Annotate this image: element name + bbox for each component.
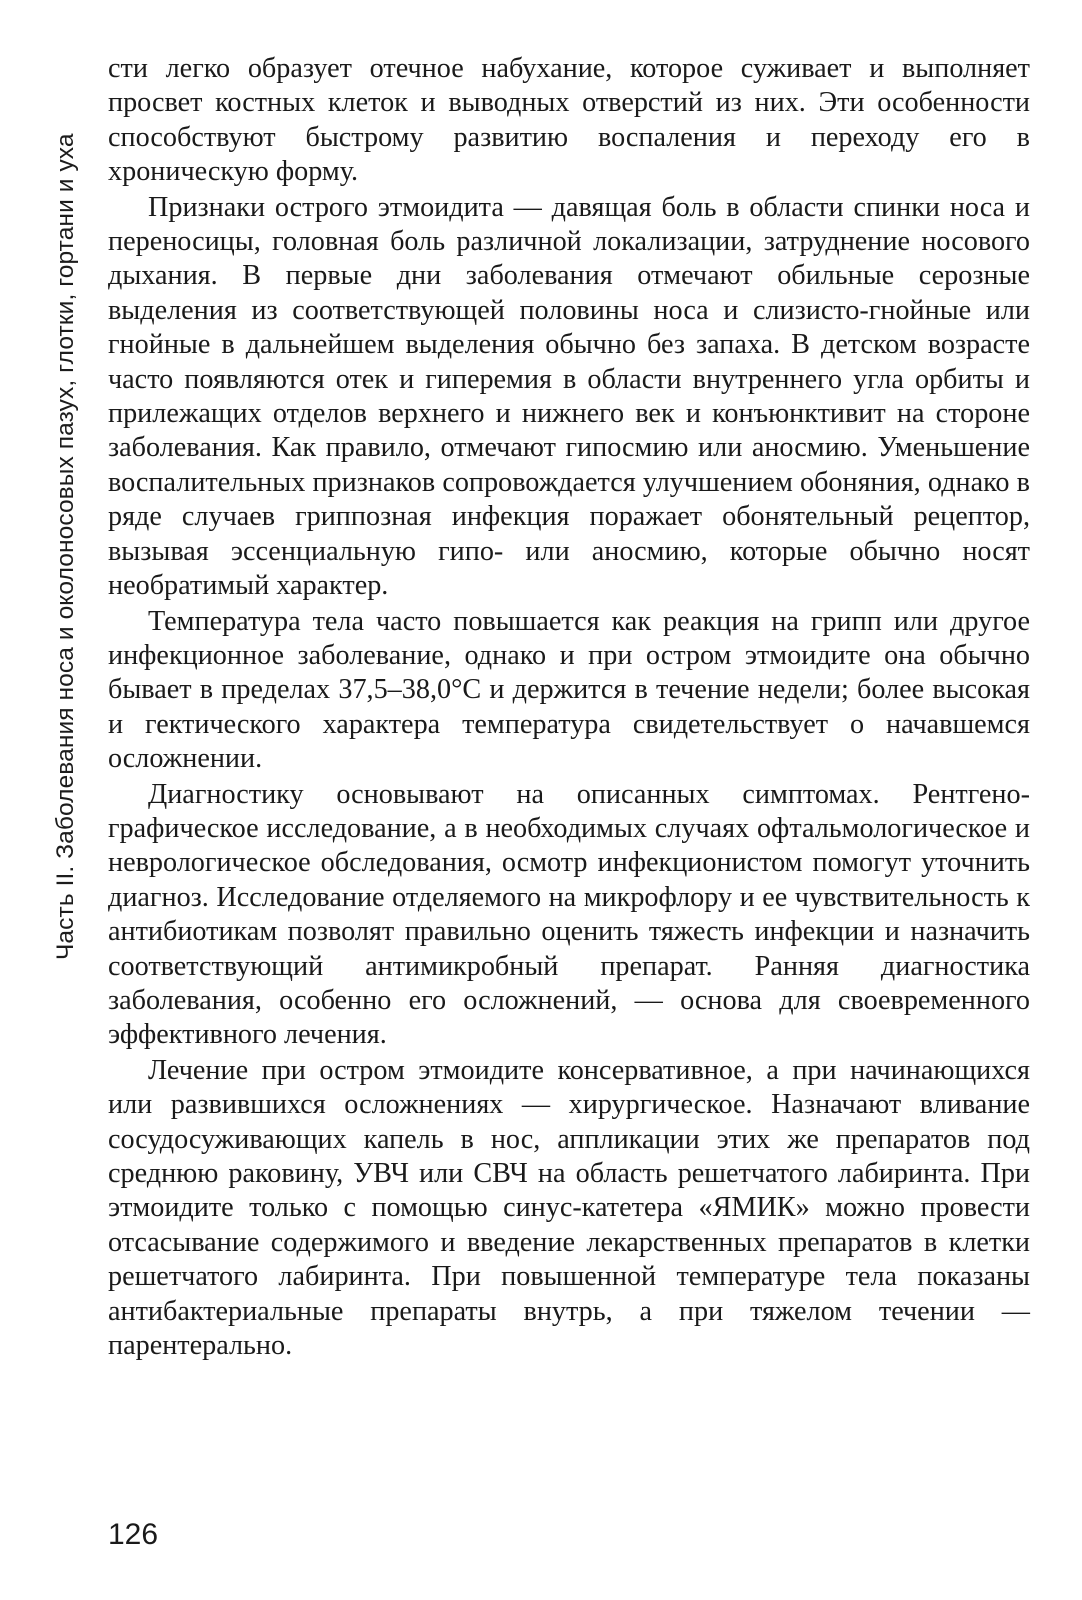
body-text: [108, 52, 1030, 1363]
paragraph-continuation: сти легко образует отечное набухание, которое суживает и выполняет просвет костных клеток и выводных отверстий из них. Эти особенности способствуют быстрому развитию воспаления и переходу его в хроническую форму.: [108, 53, 1030, 188]
page-number: 126: [108, 1518, 159, 1551]
paragraph-diagnostics: Диагностику основывают на описанных симптомах. Рентгенографическое исследование, а в необходимых случаях офтальмологическое и неврологическое обследования, осмотр инфекционистом помогут уточнить диагноз. Исследование отделяемого на микрофлору и ее чувствительность к антибиотикам позволят правильно оценить тяжесть инфекции и назначить соответствующий антимикробный препарат. Ранняя диагностика заболевания, особенно его осложнений, — основа для своевременного эффективного лечения.: [108, 778, 1030, 1051]
paragraph-symptoms: Признаки острого этмоидита — давящая боль в области спинки носа и переносицы, головная боль различной локализации, затруднение носового дыхания. В первые дни заболевания отмечают обильные серозные выделения из соответствующей половины носа и слизисто-гнойные или гнойные в дальнейшем выделения обычно без запаха. В детском возрасте часто появляются отек и гиперемия в области внутреннего угла орбиты и прилежащих отделов верхнего и нижнего век и конъюнктивит на стороне заболевания. Как правило, отмечают гипосмию или аносмию. Уменьшение воспалительных признаков сопровождается улучшением обоняния, однако в ряде случаев гриппозная инфекция поражает обонятельный рецептор, вызывая эссенциальную гипо- или аносмию, которые обычно носят необратимый характер.: [108, 191, 1030, 602]
running-head: Часть II. Заболевания носа и околоносовых пазух, глотки, гортани и уха: [52, 133, 79, 960]
paragraph-temperature: Температура тела часто повышается как реакция на грипп или другое инфекционное заболевание, однако и при остром этмоидите она обычно бывает в пределах 37,5–38,0°С и держится в течение недели; более высокая и гектического характера температура свидетельствует о начавшемся осложнении.: [108, 605, 1030, 775]
paragraph-treatment: Лечение при остром этмоидите консервативное, а при начинающихся или развившихся осложнениях — хирургическое. Назначают вливание сосудосуживающих капель в нос, аппликации этих же препаратов под среднюю раковину, УВЧ или СВЧ на область решетчатого лабиринта. При этмоидите только с помощью синус-катетера «ЯМИК» можно провести отсасывание содержимого и введение лекарственных препаратов в клетки решетчатого лабиринта. При повышенной температуре тела показаны антибактериальные препараты внутрь, а при тяжелом течении — парентерально.: [108, 1054, 1030, 1362]
